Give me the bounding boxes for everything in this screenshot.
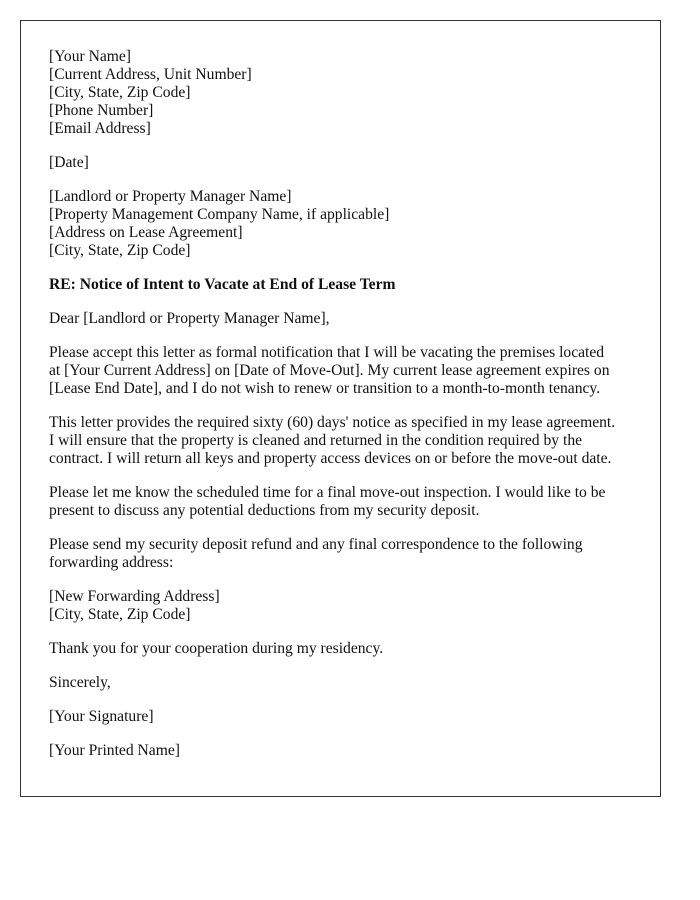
body-line: This letter provides the required sixty (60) days' notice as specified in my lease agreement.: [49, 414, 616, 431]
recipient-name: [Landlord or Property Manager Name]: [49, 188, 292, 205]
body-line: I will ensure that the property is cleaned and returned in the condition required by the: [49, 432, 583, 449]
forwarding-city: [City, State, Zip Code]: [49, 606, 191, 623]
thanks: Thank you for your cooperation during my residency.: [49, 640, 384, 657]
body-line: forwarding address:: [49, 554, 174, 571]
body-paragraph: [49, 344, 632, 398]
body-paragraph: [49, 484, 632, 520]
date: [Date]: [49, 154, 89, 171]
letter: [20, 20, 661, 797]
recipient-address: [Address on Lease Agreement]: [49, 224, 243, 241]
forwarding-address: [49, 588, 632, 624]
body-line: [Lease End Date], and I do not wish to renew or transition to a month-to-month tenancy.: [49, 380, 601, 397]
recipient-block: [49, 188, 632, 260]
printed-name: [Your Printed Name]: [49, 742, 180, 759]
body-line: Please let me know the scheduled time for a final move-out inspection. I would like to be: [49, 484, 606, 501]
body-line: at [Your Current Address] on [Date of Move-Out]. My current lease agreement expires on: [49, 362, 610, 379]
signature: [Your Signature]: [49, 708, 154, 725]
body-line: Please send my security deposit refund and any final correspondence to the following: [49, 536, 583, 553]
body-paragraph: [49, 414, 632, 468]
body-line: Please accept this letter as formal notification that I will be vacating the premises located: [49, 344, 605, 361]
sender-city: [City, State, Zip Code]: [49, 84, 191, 101]
sender-phone: [Phone Number]: [49, 102, 154, 119]
forwarding-street: [New Forwarding Address]: [49, 588, 220, 605]
sender-email: [Email Address]: [49, 120, 151, 137]
recipient-city: [City, State, Zip Code]: [49, 242, 191, 259]
body-paragraph: [49, 536, 632, 572]
sender-block: [49, 48, 632, 138]
sender-name: [Your Name]: [49, 48, 132, 65]
recipient-company: [Property Management Company Name, if applicable]: [49, 206, 390, 223]
closing: Sincerely,: [49, 674, 111, 691]
subject-line: RE: Notice of Intent to Vacate at End of Lease Term: [49, 276, 396, 293]
salutation: Dear [Landlord or Property Manager Name],: [49, 310, 330, 327]
body-line: contract. I will return all keys and property access devices on or before the move-out date.: [49, 450, 612, 467]
body-line: present to discuss any potential deductions from my security deposit.: [49, 502, 480, 519]
sender-address: [Current Address, Unit Number]: [49, 66, 252, 83]
